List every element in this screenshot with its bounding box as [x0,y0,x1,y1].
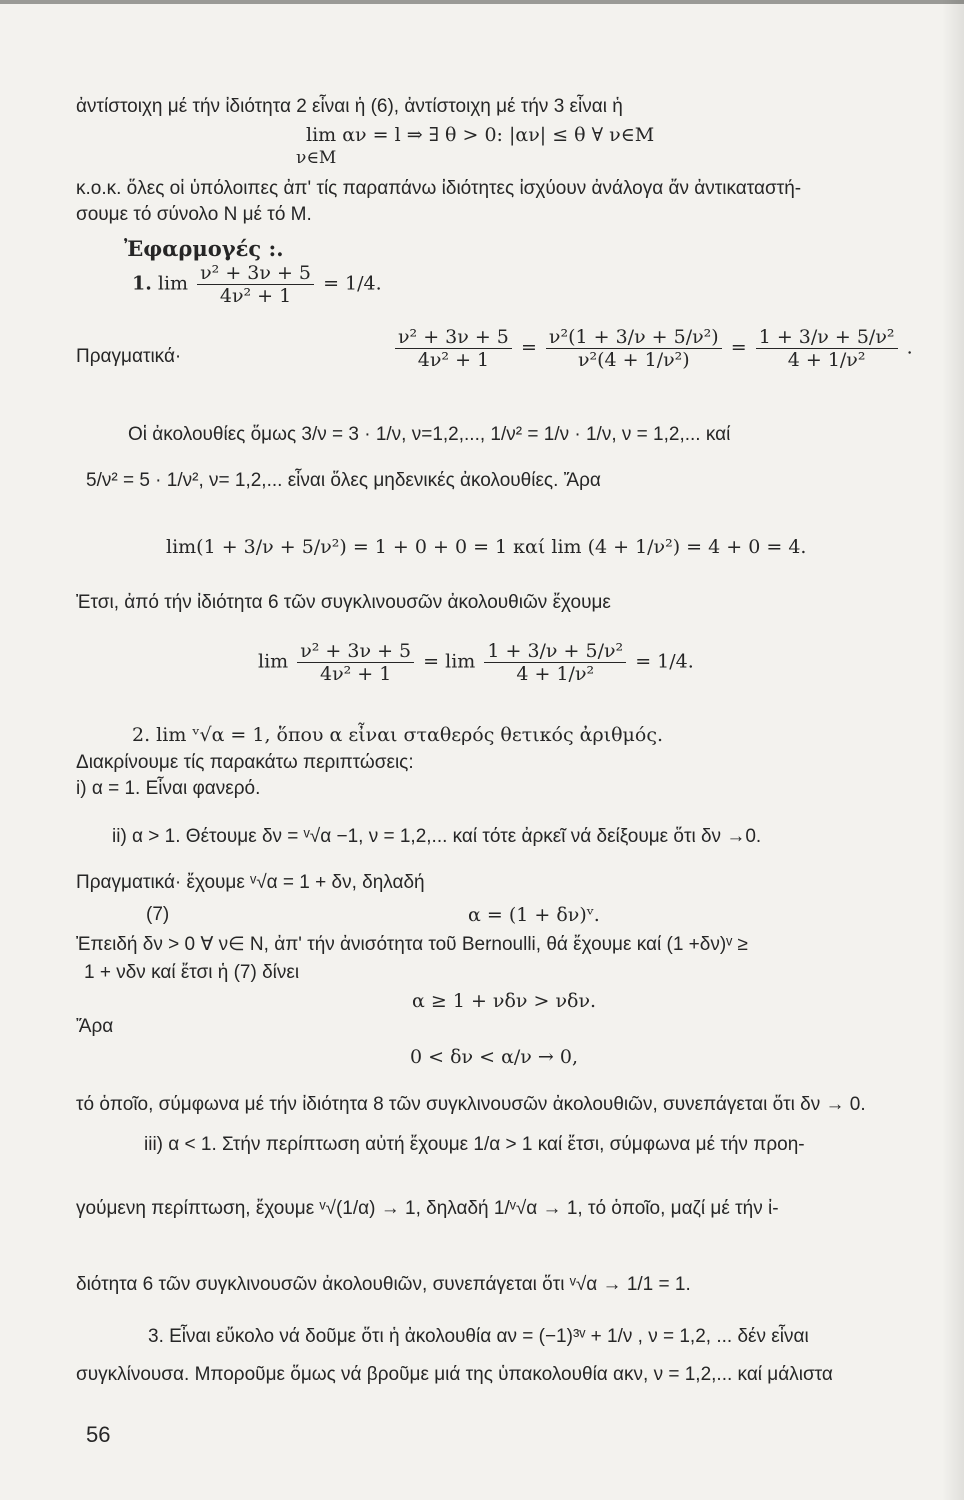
inequality-1: α ≥ 1 + νδν > νδν. [412,990,597,1012]
text-line: Πραγματικά· [76,346,182,367]
text-line: i) α = 1. Εἶναι φανερό. [76,778,261,799]
application-3: 3. Εἶναι εὔκολο νά δοῦμε ὅτι ἡ ἀκολουθία αν = (−1)³ᵛ + 1/ν , ν = 1,2, ... δέν εἶναι [148,1326,809,1347]
text-line: 5/ν² = 5 · 1/ν², ν= 1,2,... εἶναι ὅλες μηδενικές ἀκολουθίες. Ἄρα [86,470,601,491]
text-line: διότητα 6 τῶν συγκλινουσῶν ἀκολουθιῶν, συνεπάγεται ὅτι ᵛ√α → 1/1 = 1. [76,1274,691,1295]
equation-bounded: lim αν = l ⇒ ∃ θ > 0: |αν| ≤ θ ∀ ν∈M [306,124,655,146]
equation-label: (7) [146,904,170,925]
equation-subscript: ν∈M [296,148,337,168]
equation-limits: lim(1 + 3/ν + 5/ν²) = 1 + 0 + 0 = 1 καί lim (4 + 1/ν²) = 4 + 0 = 4. [166,536,807,558]
equation-final: lim $\frac{\text{ν² + 3ν + 5}}{\text{4ν² + 1}}$ = lim $\frac{\text{1 + 3/ν + 5/ν²}}{\text{4 + 1/ν²}}$ = 1/4. [258,640,694,685]
fraction: $\frac{\text{ν² + 3ν + 5}}{\text{4ν² + 1}}$ [197,262,314,307]
text-line: γούμενη περίπτωση, ἔχουμε ᵛ√(1/α) → 1, δηλαδή 1/ᵛ√α → 1, τό ὁποῖο, μαζί μέ τήν ἰ- [76,1198,779,1219]
text-line: Ἐπειδή δν > 0 ∀ ν∈ N, ἀπ' τήν ἀνισότητα τοῦ Bernoulli, θά ἔχουμε καί (1 +δν)ᵛ ≥ [76,934,748,955]
page-top-edge [0,0,964,4]
text-line: συγκλίνουσα. Μποροῦμε ὅμως νά βροῦμε μιά της ὑπακολουθία ακν, ν = 1,2,... καί μάλιστα [76,1364,833,1385]
text-line: Πραγματικά· ἔχουμε ᵛ√α = 1 + δν, δηλαδή [76,872,425,893]
equation-limit-1: 1. lim $\frac{\text{ν² + 3ν + 5}}{\text{4ν² + 1}}$ = 1/4. [132,262,382,307]
text-line: 1 + νδν καί ἔτσι ἡ (7) δίνει [84,962,300,983]
equation-expansion: $\frac{\text{ν² + 3ν + 5}}{\text{4ν² + 1}}$ = $\frac{\text{ν²(1 + 3/ν + 5/ν²)}}{\text{ν²(4 + 1/ν²)}}$ = $\frac{\text{1 + 3/ν + 5/ν²}}{\text{4 + 1/ν²}}$ . [392,326,913,371]
text-line: Διακρίνουμε τίς παρακάτω περιπτώσεις: [76,752,414,773]
text-line: κ.ο.κ. ὅλες οἱ ὑπόλοιπες ἀπ' τίς παραπάνω ἰδιότητες ἰσχύουν ἀνάλογα ἄν ἀντικαταστή- [76,178,802,199]
text-line: σουμε τό σύνολο N μέ τό M. [76,204,312,225]
equation-7: α = (1 + δν)ᵛ. [468,904,600,926]
text-line: iii) α < 1. Στήν περίπτωση αὐτή ἔχουμε 1/α > 1 καί ἔτσι, σύμφωνα μέ τήν προη- [144,1134,805,1155]
text-line: Ἐτσι, ἀπό τήν ἰδιότητα 6 τῶν συγκλινουσῶν ἀκολουθιῶν ἔχουμε [76,592,611,613]
application-2: 2. lim ᵛ√α = 1, ὅπου α εἶναι σταθερός θετικός ἀριθμός. [132,724,664,746]
text-line: Ἄρα [76,1016,114,1037]
text-line: τό ὁποῖο, σύμφωνα μέ τήν ἰδιότητα 8 τῶν συγκλινουσῶν ἀκολουθιῶν, συνεπάγεται ὅτι δν → 0. [76,1094,866,1115]
page-number: 56 [86,1422,111,1447]
text-line: ii) α > 1. Θέτουμε δν = ᵛ√α −1, ν = 1,2,... καί τότε ἀρκεῖ νά δείξουμε ὅτι δν →0. [112,826,762,847]
section-heading: Ἐφαρμογές :. [124,236,284,261]
inequality-2: 0 < δν < α/ν → 0, [410,1046,578,1068]
text-line: ἀντίστοιχη μέ τήν ἰδιότητα 2 εἶναι ἡ (6), ἀντίστοιχη μέ τήν 3 εἶναι ἡ [76,96,623,117]
page-shadow [942,0,964,1500]
text-line: Οἱ ἀκολουθίες ὅμως 3/ν = 3 · 1/ν, ν=1,2,..., 1/ν² = 1/ν · 1/ν, ν = 1,2,... καί [128,424,731,445]
